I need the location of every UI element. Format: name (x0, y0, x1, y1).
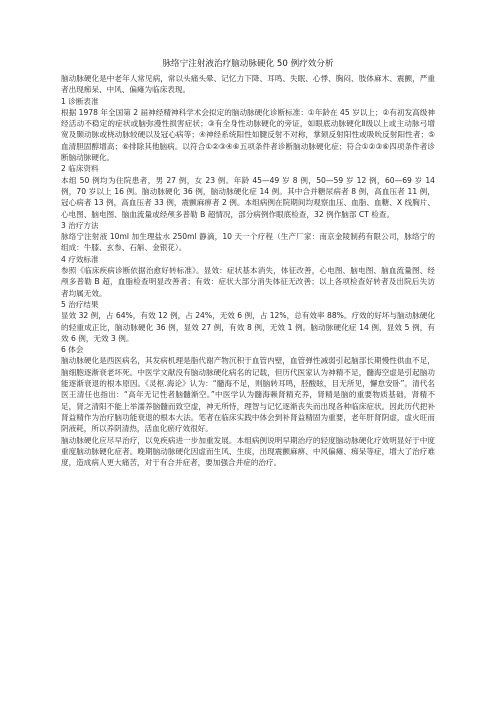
paragraph: 脑动脉硬化是中老年人常见病，常以头痛头晕、记忆力下降、耳鸣、失眠、心悸、胸闷、肢体麻木、震颤，严重者出现痴呆、中风、偏瘫为临床表现。 (61, 74, 435, 95)
paragraph: 脑动脉硬化是西医病名，其发病机理是脂代谢产物沉积于血管内壁，血管弹性减弱引起脑部长期慢性供血不足，脑细胞逐渐衰老坏死。中医学文献没有脑动脉硬化病名的记载，但历代医家认为神精不足，髓海空虚是引起脑功能逐渐衰退的根本原因。《灵枢.海论》认为：“髓海不足，则脑转耳鸣，胫酸眩，目无所见，懈怠安卧”。清代名医王清任也指出：“高年无记性者脑髓渐空。”中医学认为髓海赖肾精充养，肾精是脑的重要物质基础，肾精不足，肾之清阳不能上举濡养脑髓而致空虚，神无所恃，理智与记忆逐渐丧失而出现各种临床症状。因此历代把补肾益精作为治疗脑功能衰退的根本大法。笔者在临床实践中体会到补肾益精固为重要，老年肝肾阴虚，虚火旺而阴液耗，所以养阴清热，活血化瘀疗效很好。 (61, 356, 435, 434)
section-heading: 3 治疗方法 (61, 220, 99, 230)
section-heading: 5 治疗结果 (61, 299, 99, 309)
section-heading: 1 诊断表准 (61, 96, 99, 106)
paragraph: 脑动脉硬化应尽早治疗，以免疾病进一步加重发展。本组病例说明早期治疗的轻度脑动脉硬化疗效明显好于中度重度脑动脉硬化症者。晚期脑动脉硬化因虚而生风、生痰，出现震颤麻痹、中风偏瘫、痴呆等症，增大了治疗难度，造成病人更大痛苦，对于有合并症者，要加强合并症的治疗。 (61, 435, 435, 468)
paragraph: 显效 32 例，占 64%，有效 12 例，占 24%，无效 6 例，占 12%，总有效率 88%。疗效的好坏与脑动脉硬化的轻重成正比，脑动脉硬化 36 例，显效 27 例，有效 8 例，无效 1 例。脑动脉硬化症 14 例，显效 5 例，有效 6 例，无效 3 例。 (61, 311, 435, 343)
paragraph: 脉络宁注射液 10ml 加生理盐水 250ml 静滴，10 天一个疗程（生产厂家：南京金陵制药有限公司，脉络宁的组成：牛膝、玄参、石斛、金银花）。 (61, 232, 435, 253)
document-title: 脉络宁注射液治疗脑动脉硬化 50 例疗效分析 (162, 59, 334, 69)
section-heading: 4 疗效标准 (61, 254, 99, 264)
paragraph: 本组 50 例均为住院患者，男 27 例，女 23 例。年龄 45—49 岁 8 例，50—59 岁 12 例，60—69 岁 14 例，70 岁以上 16 例。脑动脉硬化 36 例，脑动脉硬化症 14 例。其中合并糖尿病者 8 例，高血压者 11 例，冠心病者 13 例，高血压者 33 例，震颤麻痹者 2 例。本组病例在院期间均观察血压、血脂、血糖、X 线胸片、心电图、脑电图、脑血流量或经颅多普勒 B 超情况，部分病例作眼底检查，32 例作脑部 CT 检查。 (61, 175, 435, 219)
section-heading: 2 临床资料 (61, 164, 99, 174)
section-heading: 6 体会 (61, 345, 84, 355)
paragraph: 参照《临床疾病诊断依据治愈好转标准》。显效：症状基本消失，体征改善，心电图、脑电图、脑血流量图、经颅多普勒 B 超，血脂检查明显改善者；有效：症状大部分消失体征无改善；以上各项检查好转者及出院后失访者均属无效。 (61, 266, 435, 298)
paragraph: 根据 1978 年全国第 2 届神经精神科学术会拟定的脑动脉硬化诊断标准：①年龄在 45 岁以上；②有初发高级神经活动不稳定的症状或脑弥漫性损害症状；③有全身性动脉硬化的旁证，如眼底动脉硬化Ⅱ级以上或主动脉弓增宽及颞动脉或桡动脉较硬以及冠心病等；④神经系统阳性如腱反射不对称，掌颏反射阳性或吸吮反射阳性者；⑤血清胆固醇增高；⑥排除其他脑病。以符合①②③④⑥五项条件者诊断脑动脉硬化症；符合①②③⑥四项条件者诊断脑动脉硬化。 (61, 107, 435, 163)
document-body (61, 73, 435, 468)
